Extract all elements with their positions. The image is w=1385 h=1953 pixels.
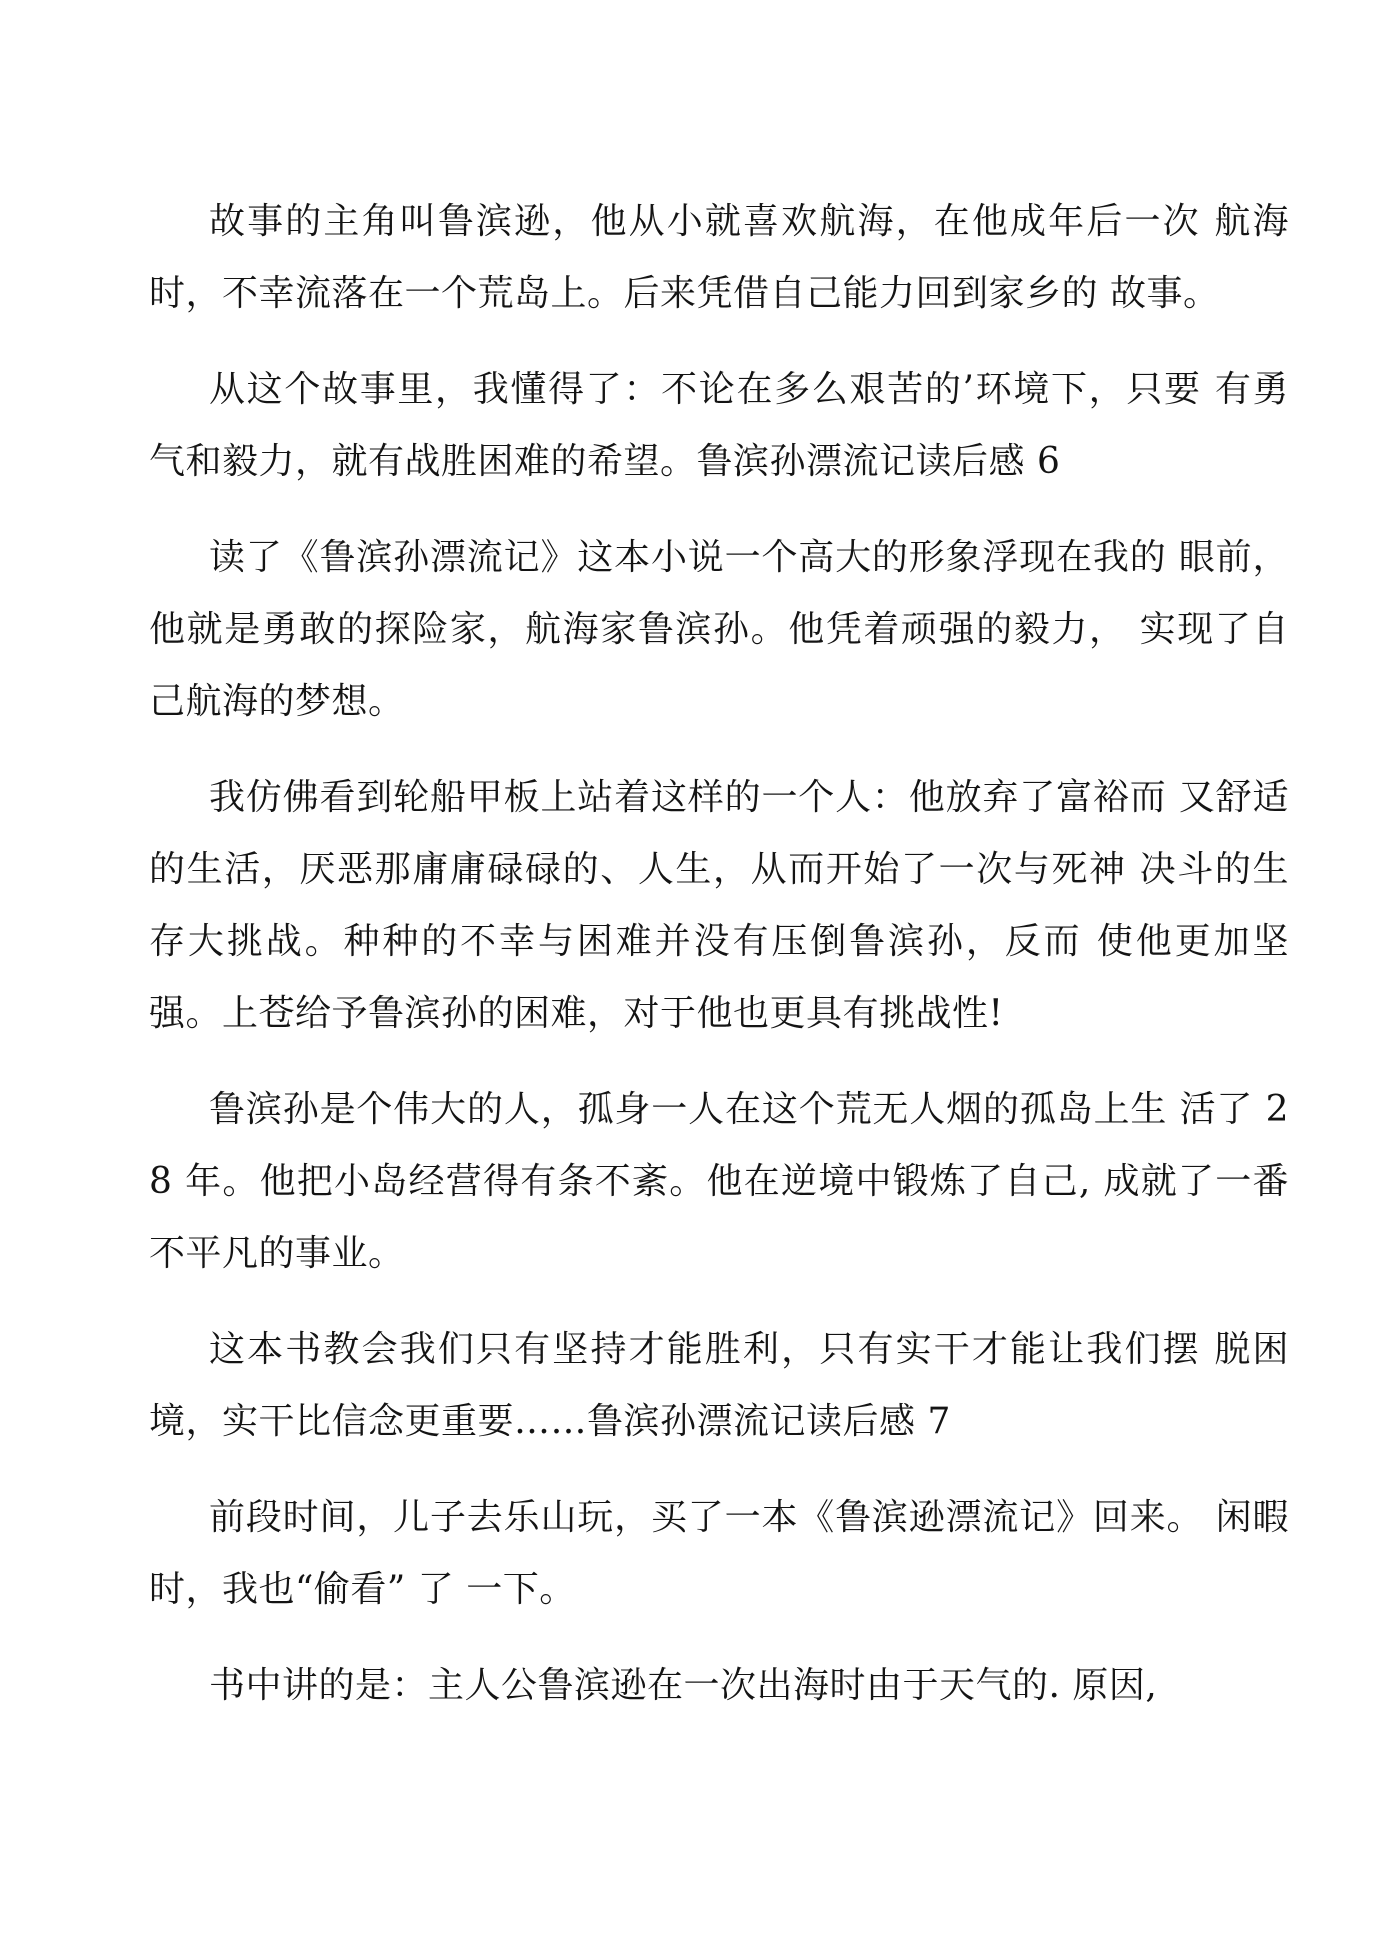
paragraph-8: 书中讲的是：主人公鲁滨逊在一次出海时由于天气的. 原因, bbox=[209, 1665, 1158, 1706]
paragraph-7: 前段时间，儿子去乐山玩，买了一本《鲁滨逊漂流记》回来。 闲暇时，我也“偷看” 了 一下。 bbox=[149, 1497, 1289, 1610]
paragraph-3: 读了《鲁滨孙漂流记》这本小说一个高大的形象浮现在我的 眼前，他就是勇敢的探险家，航海家鲁滨孙。他凭着顽强的毅力， 实现了自己航海的梦想。 bbox=[149, 537, 1289, 722]
paragraph-2: 从这个故事里，我懂得了：不论在多么艰苦的’环境下，只要 有勇气和毅力，就有战胜困难的希望。鲁滨孙漂流记读后感 6 bbox=[149, 369, 1289, 482]
paragraph-4: 我仿佛看到轮船甲板上站着这样的一个人：他放弃了富裕而 又舒适的生活，厌恶那庸庸碌碌的、人生，从而开始了一次与死神 决斗的生存大挑战。种种的不幸与困难并没有压倒鲁滨孙，反而 使他更加坚强。上苍给予鲁滨孙的困难，对于他也更具有挑战性! bbox=[149, 777, 1289, 1034]
paragraph-1: 故事的主角叫鲁滨逊，他从小就喜欢航海，在他成年后一次 航海时，不幸流落在一个荒岛上。后来凭借自己能力回到家乡的 故事。 bbox=[149, 201, 1289, 314]
paragraph-6: 这本书教会我们只有坚持才能胜利，只有实干才能让我们摆 脱困境，实干比信念更重要……鲁滨孙漂流记读后感 7 bbox=[149, 1329, 1289, 1442]
document-body bbox=[149, 186, 1289, 1722]
paragraph-5: 鲁滨孙是个伟大的人，孤身一人在这个荒无人烟的孤岛上生 活了 28 年。他把小岛经营得有条不紊。他在逆境中锻炼了自己, 成就了一番不平凡的事业。 bbox=[149, 1089, 1289, 1274]
